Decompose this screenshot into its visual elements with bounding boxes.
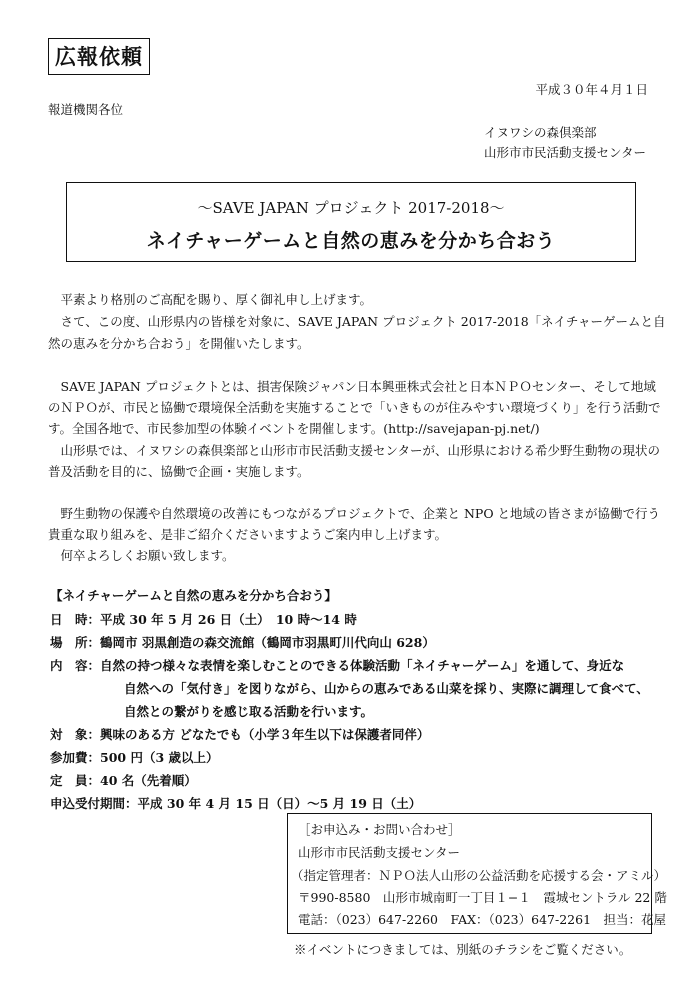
content-label: 内 容： xyxy=(50,658,101,673)
project-title: 〜SAVE JAPAN プロジェクト 2017-2018〜 xyxy=(197,199,505,217)
contact-organization: 山形市市民活動支援センター xyxy=(298,845,461,860)
paragraph-line: 貴重な取り組みを、是非ご紹介くださいますようご案内申し上げます。 xyxy=(48,527,448,542)
event-heading: 【ネイチャーゲームと自然の恵みを分かち合おう】 xyxy=(50,588,337,603)
event-target-row xyxy=(50,725,429,743)
contact-manager: （指定管理者：ＮＰＯ法人山形の公益活動を応援する会・アミル） xyxy=(291,868,667,883)
target-value: 興味のある方 どなたでも（小学３年生以下は保護者同伴） xyxy=(100,727,430,742)
content-line: 自然への「気付き」を図りながら、山からの恵みである山菜を採り、実際に調理して食べて、 xyxy=(124,681,649,696)
event-place-row xyxy=(50,633,435,651)
content-line: 自然との繋がりを感じ取る活動を行います。 xyxy=(124,704,374,719)
event-fee-row xyxy=(50,748,219,766)
place-value: 鶴岡市 羽黒創造の森交流館（鶴岡市羽黒町川代向山 628） xyxy=(100,635,435,650)
event-content-row xyxy=(50,656,624,674)
target-label: 対 象： xyxy=(50,727,101,742)
fee-value: 500 円（3 歳以上） xyxy=(100,750,219,765)
period-label: 申込受付期間： xyxy=(50,796,138,811)
sender-organization-1: イヌワシの森倶楽部 xyxy=(484,125,597,140)
paragraph-line: 野生動物の保護や自然環境の改善にもつながるプロジェクトで、企業と NPO と地域の皆さまが協働で行う xyxy=(48,506,661,521)
sender-organization-2: 山形市市民活動支援センター xyxy=(484,145,647,160)
paragraph-line: のＮＰＯが、市民と協働で環境保全活動を実施することで「いきものが住みやすい環境づくり」を行う活動で xyxy=(48,400,661,415)
paragraph-line: す。全国各地で、市民参加型の体験イベントを開催します。(http://savejapan-pj.net/) xyxy=(48,421,540,436)
event-period-row xyxy=(50,794,421,812)
contact-address: 〒990-8580 山形市城南町一丁目１−１ 霞城セントラル 22 階 xyxy=(298,890,667,905)
paragraph-line: 然の恵みを分かち合おう」を開催いたします。 xyxy=(48,336,310,351)
addressee: 報道機関各位 xyxy=(48,102,124,117)
fee-label: 参加費： xyxy=(50,750,101,765)
datetime-label: 日 時： xyxy=(50,612,101,627)
contact-heading: ［お申込み・お問い合わせ］ xyxy=(298,822,461,837)
period-value: 平成 30 年 4 月 15 日（日）〜5 月 19 日（土） xyxy=(137,796,422,811)
place-label: 場 所： xyxy=(50,635,101,650)
title-box xyxy=(66,182,636,262)
paragraph-line: 山形県では、イヌワシの森倶楽部と山形市市民活動支援センターが、山形県における希少野生動物の現状の xyxy=(48,443,661,458)
event-capacity-row xyxy=(50,771,197,789)
event-title: ネイチャーゲームと自然の恵みを分かち合おう xyxy=(146,230,556,252)
flyer-note: ※イベントにつきましては、別紙のチラシをご覧ください。 xyxy=(294,942,632,957)
contact-box xyxy=(287,813,667,934)
paragraph-line: 何卒よろしくお願い致します。 xyxy=(48,548,235,563)
datetime-value: 平成 30 年 5 月 26 日（土） 10 時〜14 時 xyxy=(100,612,357,627)
document-date: 平成３０年４月１日 xyxy=(535,82,648,97)
capacity-label: 定 員： xyxy=(50,773,101,788)
press-request-stamp: 広報依頼 xyxy=(48,38,150,75)
paragraph-line: SAVE JAPAN プロジェクトとは、損害保険ジャパン日本興亜株式会社と日本ＮＰＯセンター、そして地域 xyxy=(48,379,656,394)
event-datetime-row xyxy=(50,610,357,628)
contact-phone-fax: 電話：（023）647-2260 FAX：（023）647-2261 担当：花屋 xyxy=(298,912,667,927)
paragraph-line: 平素より格別のご高配を賜り、厚く御礼申し上げます。 xyxy=(48,292,373,307)
paragraph-line: さて、この度、山形県内の皆様を対象に、SAVE JAPAN プロジェクト 2017-2018「ネイチャーゲームと自 xyxy=(48,314,666,329)
capacity-value: 40 名（先着順） xyxy=(100,773,197,788)
content-line: 自然の持つ様々な表情を楽しむことのできる体験活動「ネイチャーゲーム」を通して、身近な xyxy=(100,658,625,673)
paragraph-line: 普及活動を目的に、協働で企画・実施します。 xyxy=(48,464,310,479)
